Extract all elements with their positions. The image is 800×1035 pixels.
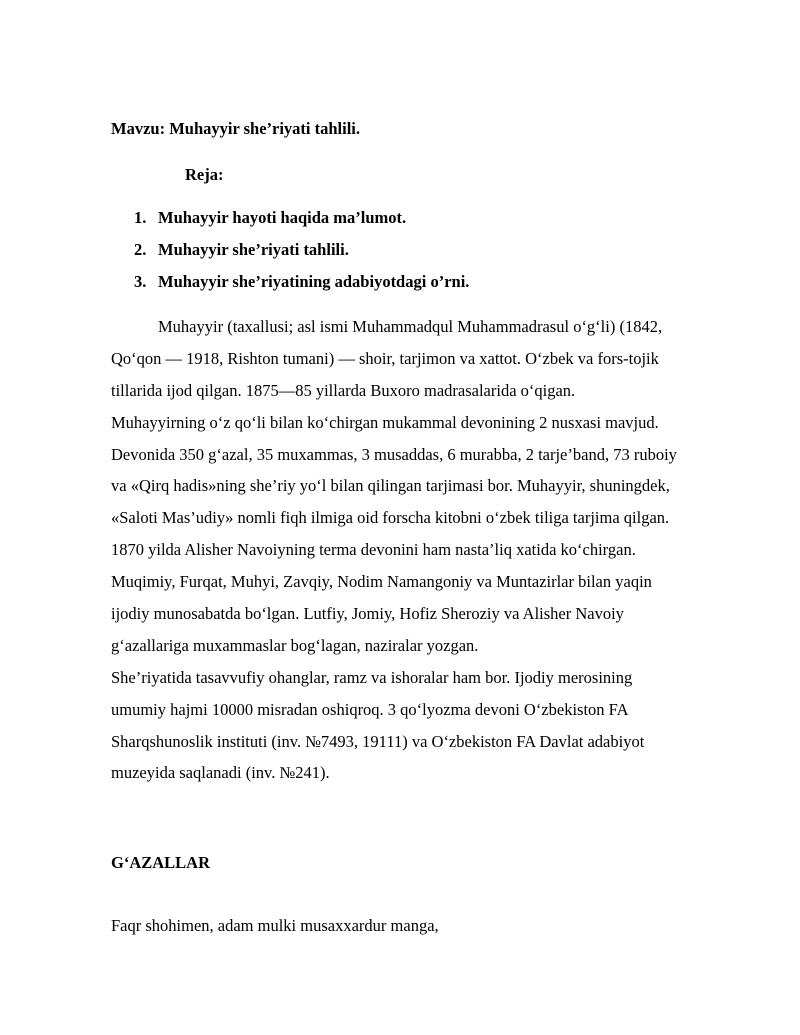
body-line: Muhayyirning oʻz qoʻli bilan koʻchirgan mukammal devonining 2 nusxasi mavjud. (111, 412, 659, 432)
body-line: va «Qirq hadis»ning she’riy yoʻl bilan qilingan tarjimasi bor. Muhayyir, shuningdek, (111, 476, 670, 496)
plan-item-number: 1. (134, 208, 147, 227)
body-line: Muhayyir (taxallusi; asl ismi Muhammadqul Muhammadrasul oʻgʻli) (1842, (158, 317, 663, 336)
body-line: gʻazallariga muxammaslar bogʻlagan, naziralar yozgan. (111, 635, 479, 655)
body-line: Muqimiy, Furqat, Muhyi, Zavqiy, Nodim Namangoniy va Muntazirlar bilan yaqin (111, 572, 652, 592)
body-line: umumiy hajmi 10000 misradan oshiqroq. 3 qoʻlyozma devoni Oʻzbekiston FA (111, 699, 629, 719)
plan-heading: Reja: (185, 165, 224, 184)
plan-item-number: 2. (134, 240, 147, 259)
plan-item-number: 3. (134, 272, 147, 291)
body-line: «Saloti Mas’udiy» nomli fiqh ilmiga oid forscha kitobni oʻzbek tiliga tarjima qilgan. (111, 508, 670, 528)
body-line: Devonida 350 gʻazal, 35 muxammas, 3 musaddas, 6 murabba, 2 tarje’band, 73 ruboiy (111, 444, 677, 464)
plan-item-text: Muhayyir hayoti haqida ma’lumot. (158, 208, 407, 227)
body-paragraph (111, 316, 751, 794)
plan-item-text: Muhayyir she’riyatining adabiyotdagi o’rni. (158, 272, 470, 291)
body-line: tillarida ijod qilgan. 1875—85 yillarda Buxoro madrasalarida oʻqigan. (111, 380, 576, 400)
topic-heading: Mavzu: Muhayyir she’riyati tahlili. (111, 119, 361, 138)
body-line: 1870 yilda Alisher Navoiyning terma devonini ham nasta’liq xatida koʻchirgan. (111, 540, 636, 560)
body-line: Sharqshunoslik instituti (inv. №7493, 19111) va Oʻzbekiston FA Davlat adabiyot (111, 731, 645, 751)
body-line: ijodiy munosabatda boʻlgan. Lutfiy, Jomiy, Hofiz Sheroziy va Alisher Navoiy (111, 604, 624, 624)
body-line: Qoʻqon — 1918, Rishton tumani) — shoir, tarjimon va xattot. Oʻzbek va fors-tojik (111, 348, 659, 368)
verse-line: Faqr shohimen, adam mulki musaxxardur manga, (111, 916, 439, 935)
body-line: She’riyatida tasavvufiy ohanglar, ramz va ishoralar ham bor. Ijodiy merosining (111, 667, 633, 687)
body-line: muzeyida saqlanadi (inv. №241). (111, 763, 330, 783)
plan-item-text: Muhayyir she’riyati tahlili. (158, 240, 349, 259)
section-title: GʻAZALLAR (111, 853, 211, 872)
